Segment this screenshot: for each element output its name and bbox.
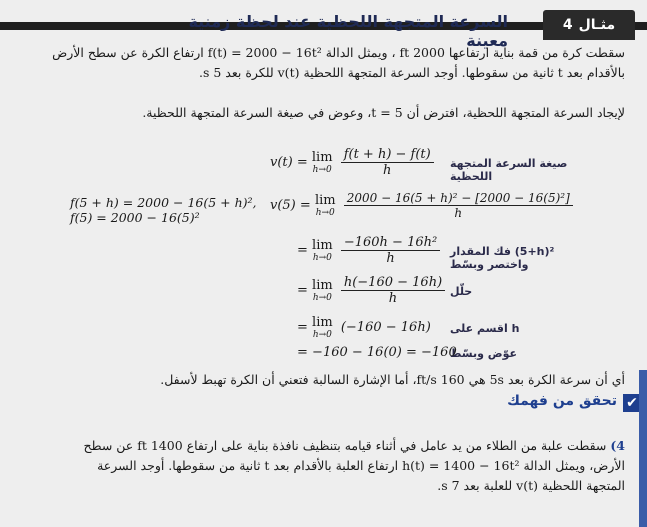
problem-line-1: سقطت كرة من قمة بناية ارتفاعها 2000 ft ، ويمثل الدالة f(t) = 2000 − 16t² ارتفاع الكرة عن سطح الأرض — [52, 45, 625, 60]
question-line-3: المتجهة اللحظية v(t) للعلبة بعد 7 s. — [437, 478, 625, 493]
equation-lhs: = — [297, 345, 308, 360]
example-problem — [15, 43, 625, 83]
example-tab — [543, 10, 635, 40]
step-label: عوّض وبسّط — [450, 347, 517, 360]
fraction: $\frac{f(t + h) - f(t)}{h}$ — [341, 147, 434, 178]
step-equation — [297, 275, 627, 306]
check-title: تحقق من فهمك — [507, 393, 617, 409]
limit-operator: lim h→0 — [311, 150, 333, 175]
solution-instruction: لإيجاد السرعة المتجهة اللحظية، افترض أن t = 5، وعوض في صيغة السرعة المتجهة اللحظية. — [142, 105, 625, 120]
equation-tail: (−160 − 16h) — [340, 320, 431, 335]
problem-line-2: بالأقدام بعد t ثانية من سقوطها. أوجد السرعة المتجهة اللحظية v(t) للكرة بعد 5 s. — [198, 65, 625, 80]
section-title: السرعة المتجهة اللحظية عند لحظة زمنية معينة — [188, 12, 508, 50]
step-equation — [297, 345, 627, 360]
check-question — [13, 436, 625, 496]
section-header — [0, 10, 647, 50]
question-number: 4) — [610, 438, 625, 453]
step-equation — [270, 147, 600, 178]
step-equation — [297, 235, 627, 266]
equation-lhs: = — [297, 320, 308, 335]
check-icon: ✔ — [623, 394, 641, 412]
equation-lhs: = — [297, 283, 308, 298]
conclusion-text: أي أن سرعة الكرة بعد 5s هي 160 ft/s، أما الإشارة السالبة فتعني أن الكرة تهبط لأسفل. — [160, 372, 625, 387]
step-equation — [270, 191, 600, 220]
question-line-1: 4) سقطت علبة من الطلاء من يد عامل في أثناء قيامه بتنظيف نافذة بناية على ارتفاع 1400 ft عن سطح — [83, 438, 625, 453]
fraction: $\frac{\text{−160h − 16h²}}{h}$ — [341, 235, 440, 266]
example-number: 4 — [562, 17, 573, 33]
equation-lhs: = — [297, 243, 308, 258]
limit-operator: lim h→0 — [312, 278, 333, 303]
step-label: فك المقدار (5+h)² واختصر وبسّط — [450, 245, 555, 271]
equation-lhs: v(5) = — [270, 198, 311, 213]
equation-tail: −160 − 16(0) = −160 — [312, 345, 457, 360]
step-equation — [297, 315, 627, 340]
limit-operator: lim h→0 — [314, 193, 336, 218]
step-label: صيغة السرعة المتجهة اللحظية — [450, 157, 568, 183]
check-understanding-header — [0, 392, 647, 414]
fraction: $\frac{h(-160 - 16h)}{h}$ — [341, 275, 445, 306]
limit-operator: lim h→0 — [312, 238, 333, 263]
derivation-steps — [70, 145, 590, 385]
example-label: مثـال — [578, 17, 616, 33]
limit-operator: lim h→0 — [312, 315, 333, 340]
question-line-2: الأرض، ويمثل الدالة h(t) = 1400 − 16t² ارتفاع العلبة بالأقدام بعد t ثانية من سقوطها. أوجد السرعة — [97, 458, 625, 473]
page-edge-band — [639, 370, 647, 527]
equation-lhs: v(t) = — [270, 155, 308, 170]
step-label: اقسم على h — [450, 322, 520, 335]
step-label: حلّل — [450, 285, 473, 298]
substitution-note: f(5 + h) = 2000 − 16(5 + h)², f(5) = 2000 − 16(5)² — [70, 195, 257, 225]
fraction: $\frac{\text{2000 − 16(5 + h)² − [2000 − 16(5)²]}}{h}$ — [344, 191, 573, 220]
